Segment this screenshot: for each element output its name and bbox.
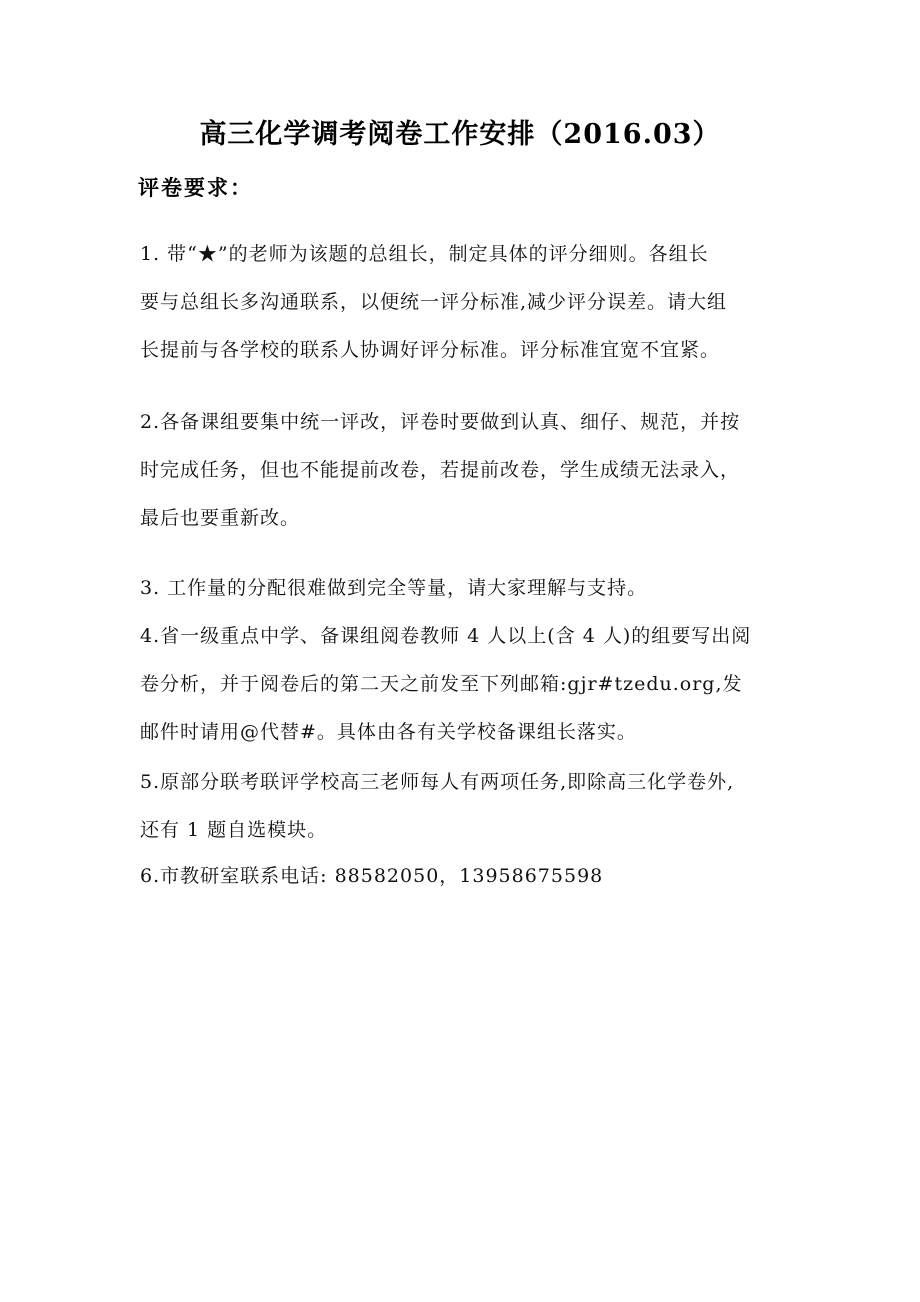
requirement-paragraph-5 [140, 758, 790, 854]
paragraph-line: 5.原部分联考联评学校高三老师每人有两项任务,即除高三化学卷外, [140, 771, 735, 793]
paragraph-line: 卷分析，并于阅卷后的第二天之前发至下列邮箱:gjr#tzedu.org,发 [140, 673, 743, 695]
requirement-paragraph-1 [140, 230, 790, 374]
paragraph-line: 2.各备课组要集中统一评改，评卷时要做到认真、细仔、规范，并按 [140, 411, 741, 433]
paragraph-line: 3. 工作量的分配很难做到完全等量，请大家理解与支持。 [140, 577, 648, 599]
section-heading: 评卷要求： [138, 175, 253, 200]
document-title: 高三化学调考阅卷工作安排（2016.03） [199, 119, 721, 150]
requirement-paragraph-2 [140, 398, 790, 542]
paragraph-line: 4.省一级重点中学、备课组阅卷教师 4 人以上(含 4 人)的组要写出阅 [140, 625, 752, 647]
paragraph-line: 时完成任务，但也不能提前改卷，若提前改卷，学生成绩无法录入， [140, 459, 741, 481]
requirement-paragraph-3 [140, 564, 790, 612]
requirement-paragraph-4 [140, 612, 790, 756]
paragraph-line: 1. 带“★”的老师为该题的总组长，制定具体的评分细则。各组长 [140, 243, 709, 265]
paragraph-line: 要与总组长多沟通联系，以便统一评分标准,减少评分误差。请大组 [140, 291, 728, 313]
paragraph-line: 还有 1 题自选模块。 [140, 819, 328, 841]
paragraph-line: 长提前与各学校的联系人协调好评分标准。评分标准宜宽不宜紧。 [140, 339, 721, 361]
contact-phone-line: 6.市教研室联系电话: 88582050，13958675598 [140, 865, 604, 887]
paragraph-line: 最后也要重新改。 [140, 507, 301, 529]
requirement-paragraph-6 [140, 852, 790, 900]
paragraph-line: 邮件时请用@代替#。具体由各有关学校备课组长落实。 [140, 721, 637, 743]
